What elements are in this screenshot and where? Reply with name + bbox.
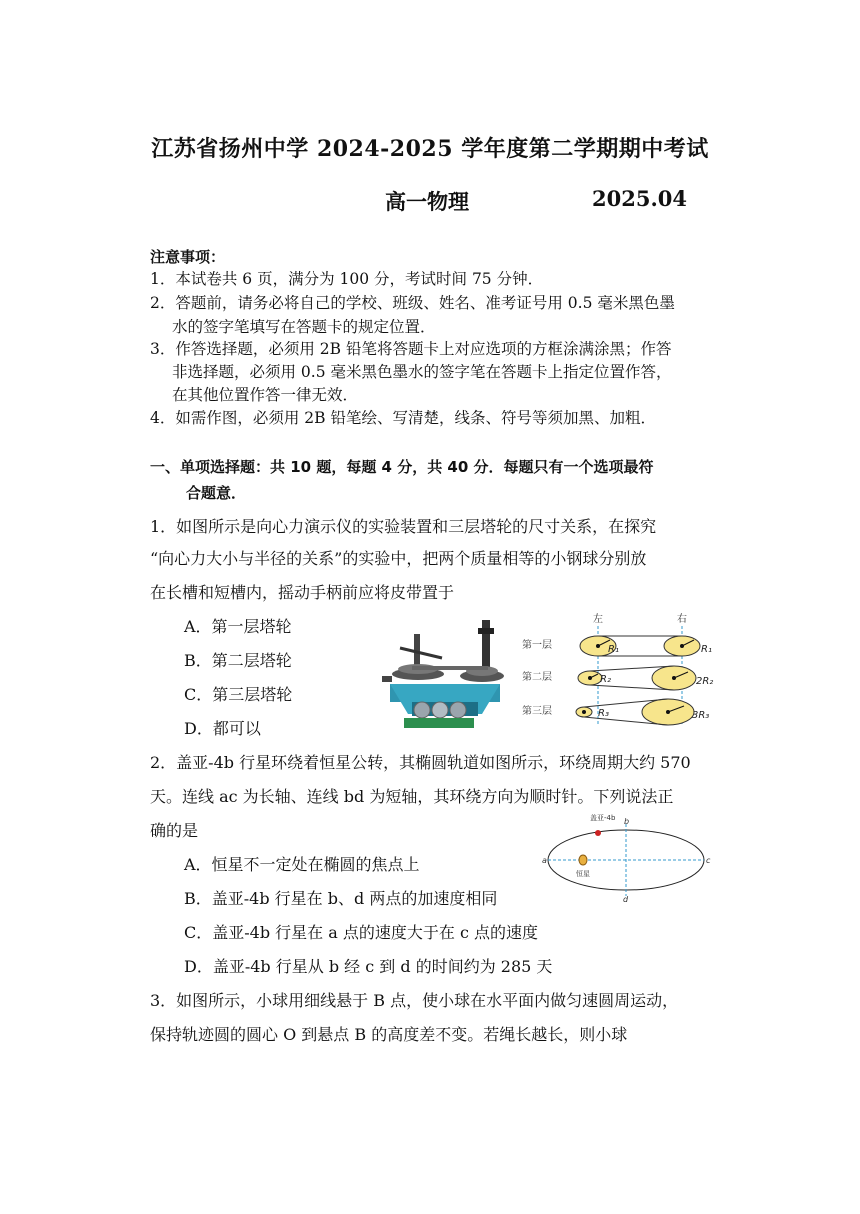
question-2-option-c: C．盖亚-4b 行星在 a 点的速度大于在 c 点的速度 <box>184 923 539 942</box>
layer-label-3: 第三层 <box>522 706 552 717</box>
notice-heading: 注意事项： <box>150 248 226 266</box>
notice-item: 在其他位置作答一律无效． <box>172 386 359 404</box>
star-icon <box>579 855 587 865</box>
label-right-r3: 3R₃ <box>692 710 710 721</box>
point-c: c <box>706 856 711 865</box>
exam-date: 2025.04 <box>592 186 687 211</box>
notice-item: 水的签字笔填写在答题卡的规定位置． <box>172 318 436 336</box>
label-right-r2: 2R₂ <box>696 676 714 687</box>
label-left-r1: R₁ <box>608 644 619 655</box>
label-right: 右 <box>677 614 687 625</box>
notice-item: 2．答题前，请务必将自己的学校、班级、姓名、准考证号用 0.5 毫米黑色墨 <box>150 294 675 312</box>
orbit-diagram <box>540 812 712 904</box>
planet-icon <box>595 830 601 836</box>
question-2-text: 确的是 <box>150 821 199 840</box>
question-3-text: 保持轨迹圆的圆心 O 到悬点 B 的高度差不变。若绳长越长，则小球 <box>150 1025 628 1044</box>
point-b: b <box>624 817 630 826</box>
question-1-text: 1．如图所示是向心力演示仪的实验装置和三层塔轮的尺寸关系，在探究 <box>150 517 657 536</box>
centripetal-apparatus-image <box>382 614 506 730</box>
question-1-option-c: C．第三层塔轮 <box>184 685 293 704</box>
exam-title: 江苏省扬州中学 2024-2025 学年度第二学期期中考试 <box>151 136 709 162</box>
section-heading-cont: 合题意． <box>186 484 247 502</box>
planet-label: 盖亚-4b <box>590 814 616 822</box>
question-2-option-d: D．盖亚-4b 行星从 b 经 c 到 d 的时间约为 285 天 <box>184 957 553 976</box>
label-left-r2: R₂ <box>600 674 611 685</box>
label-right-r1: R₁ <box>701 644 712 655</box>
label-left-r3: R₃ <box>598 708 609 719</box>
notice-item: 4．如需作图，必须用 2B 铅笔绘、写清楚，线条、符号等须加黑、加粗． <box>150 409 656 427</box>
notice-item: 3．作答选择题，必须用 2B 铅笔将答题卡上对应选项的方框涂满涂黑；作答 <box>150 340 672 358</box>
layer-label-2: 第二层 <box>522 672 552 683</box>
question-1-option-d: D．都可以 <box>184 719 261 738</box>
point-d: d <box>623 895 629 904</box>
exam-subject: 高一物理 <box>385 189 469 214</box>
question-1-option-a: A．第一层塔轮 <box>184 617 292 636</box>
question-1-option-b: B．第二层塔轮 <box>184 651 292 670</box>
question-2-option-a: A．恒星不一定处在椭圆的焦点上 <box>184 855 420 874</box>
question-2-text: 天。连线 ac 为长轴、连线 bd 为短轴，其环绕方向为顺时针。下列说法正 <box>150 787 674 806</box>
point-a: a <box>542 856 547 865</box>
question-3-text: 3．如图所示，小球用细线悬于 B 点，使小球在水平面内做匀速圆周运动， <box>150 991 679 1010</box>
notice-item: 1．本试卷共 6 页，满分为 100 分，考试时间 75 分钟． <box>150 270 544 288</box>
star-label: 恒星 <box>576 870 590 878</box>
question-2-text: 2．盖亚-4b 行星环绕着恒星公转，其椭圆轨道如图所示，环绕周期大约 570 <box>150 753 691 772</box>
section-heading: 一、单项选择题：共 10 题，每题 4 分，共 40 分．每题只有一个选项最符 <box>150 458 654 476</box>
question-1-text: 在长槽和短槽内，摇动手柄前应将皮带置于 <box>150 583 455 602</box>
question-1-text: “向心力大小与半径的关系”的实验中，把两个质量相等的小钢球分别放 <box>150 549 647 568</box>
notice-item: 非选择题，必须用 0.5 毫米黑色墨水的签字笔在答题卡上指定位置作答， <box>172 363 672 381</box>
label-left: 左 <box>593 614 603 625</box>
tower-pulley-diagram <box>518 612 714 726</box>
question-2-option-b: B．盖亚-4b 行星在 b、d 两点的加速度相同 <box>184 889 498 908</box>
layer-label-1: 第一层 <box>522 640 552 651</box>
